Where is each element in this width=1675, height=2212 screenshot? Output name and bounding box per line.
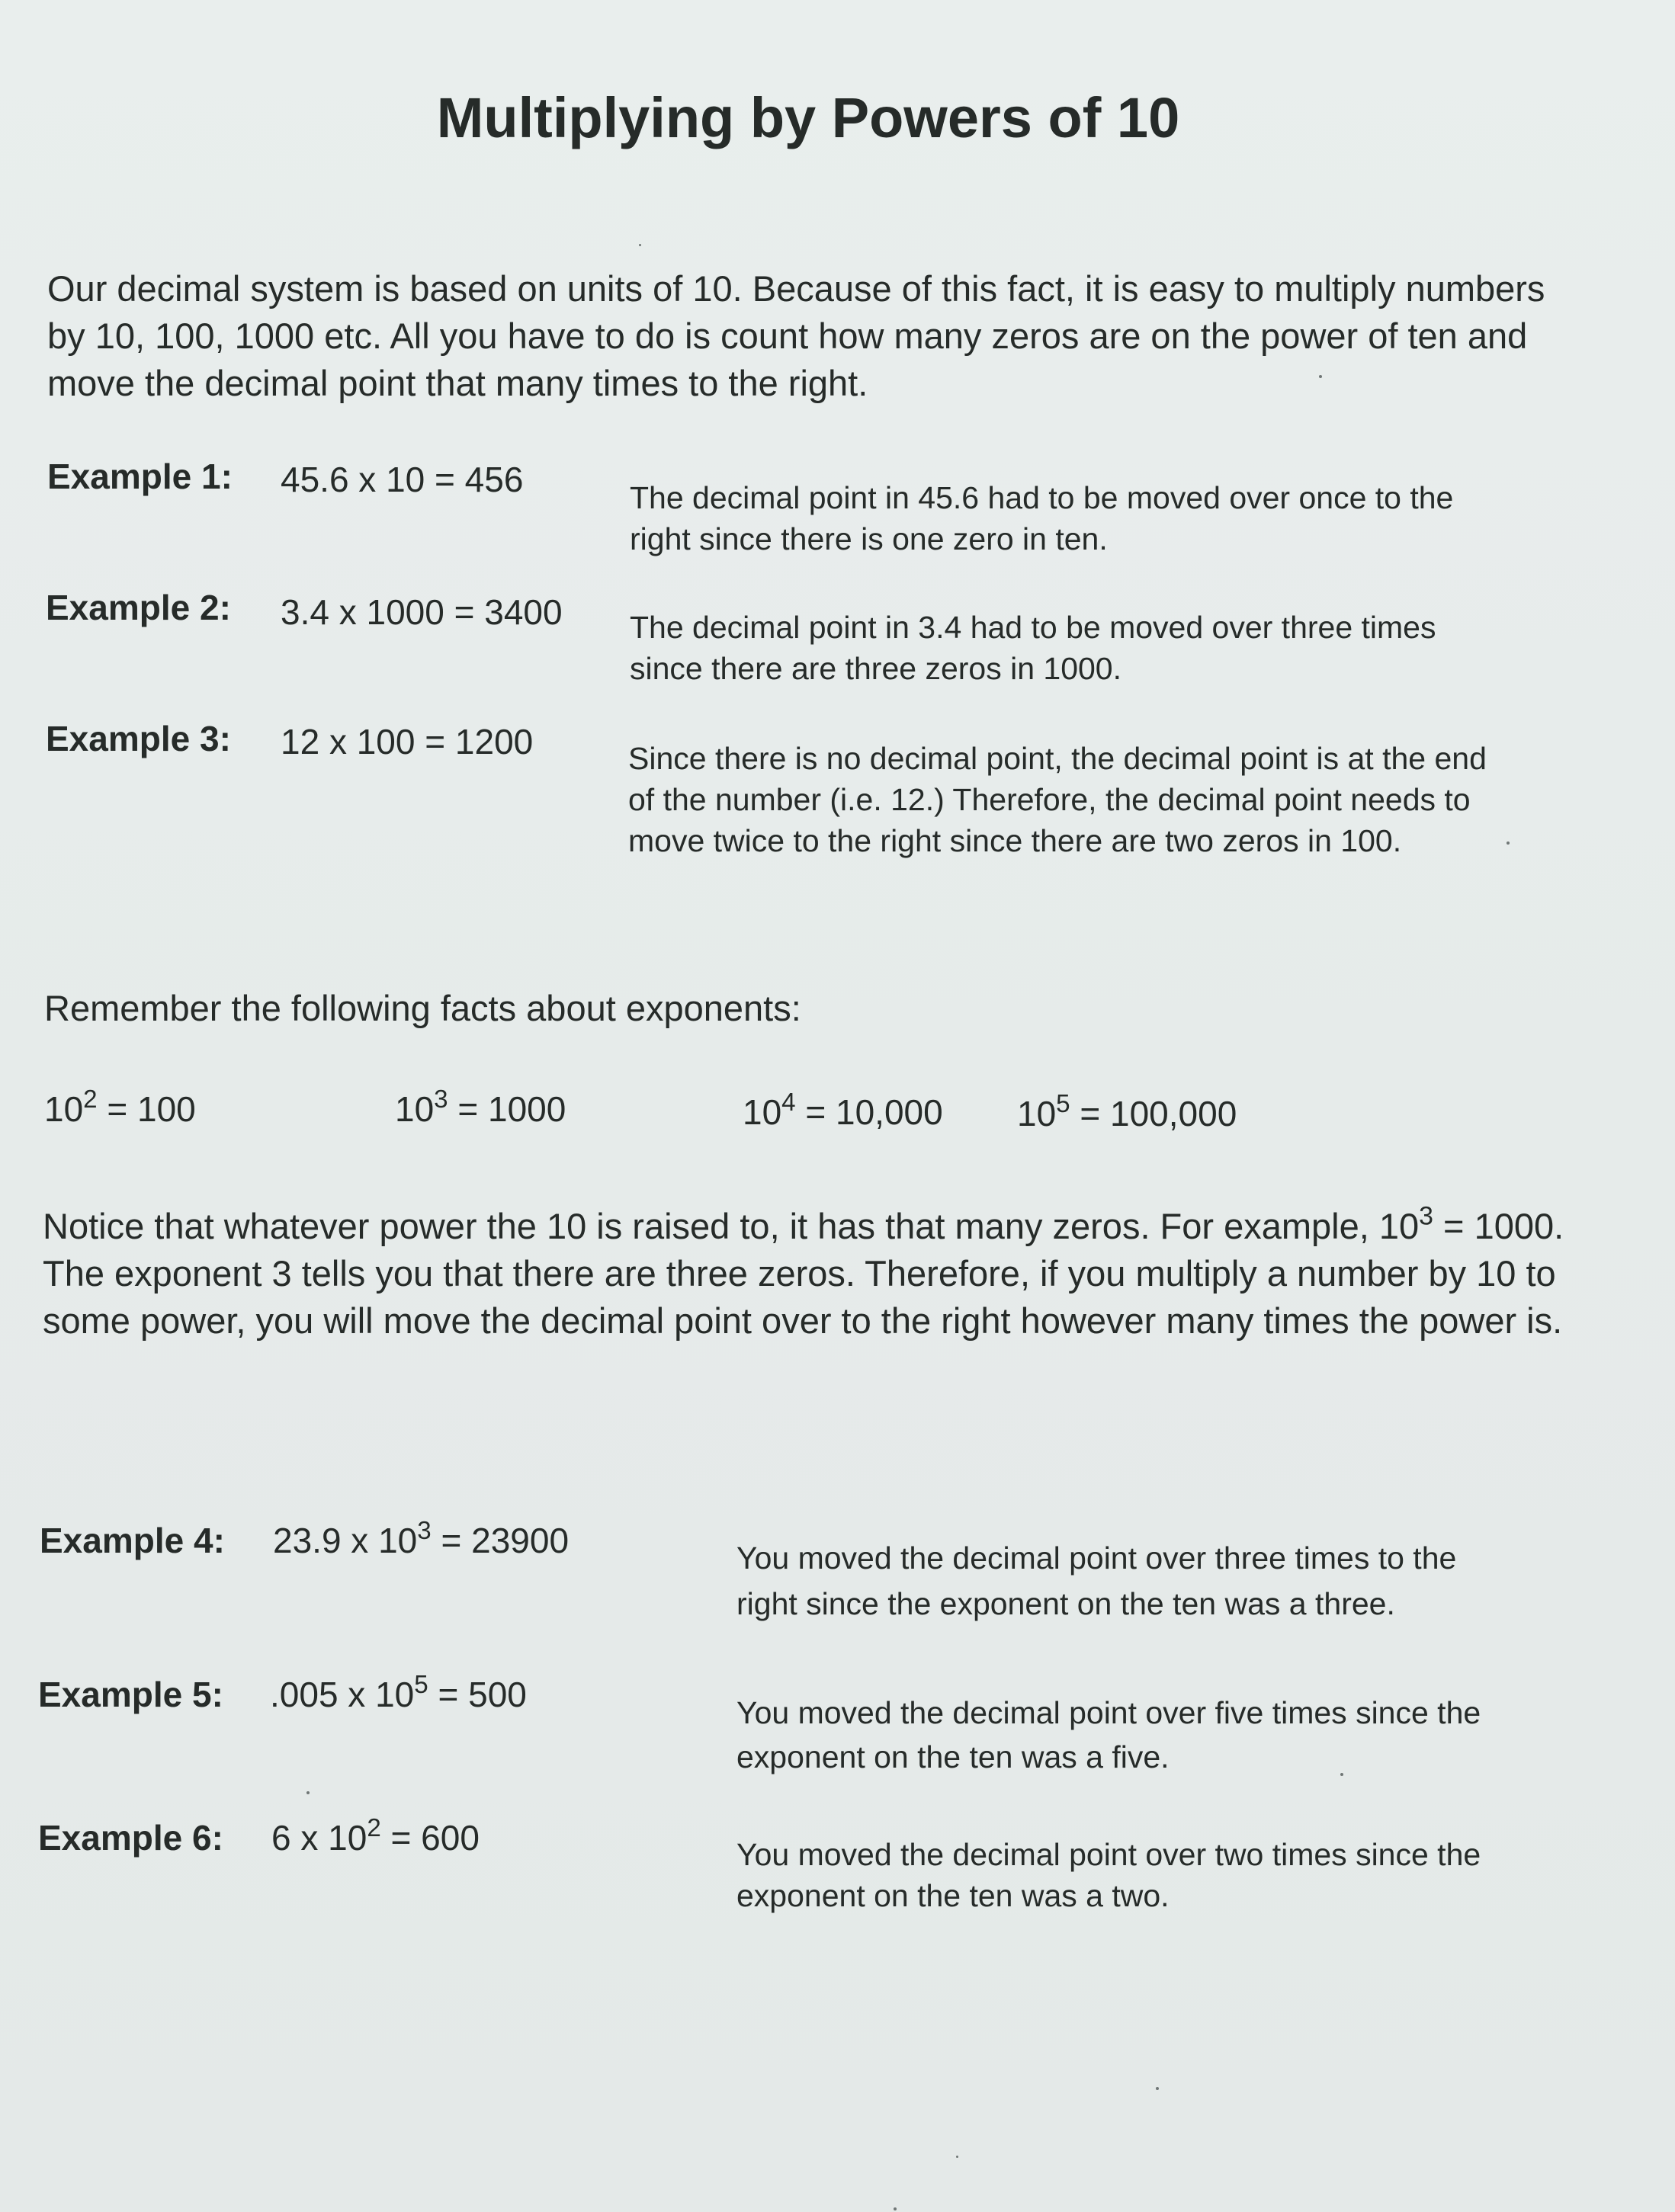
equation-exponent: 3 [417,1516,432,1545]
example-6-label: Example 6: [38,1818,223,1858]
example-5-description: You moved the decimal point over five times since the exponent on the ten was a five. [736,1695,1481,1774]
scan-speck [1319,375,1322,378]
fact-base: 10 [395,1089,435,1129]
notice-rest: = 1000. The exponent 3 tells you that there are three zeros. Therefore, if you multiply a number by 10 to some power, you will move the decimal point over to the right however many times the power is. [43,1206,1564,1341]
scan-speck [956,2156,958,2158]
fact-result: = 1000 [448,1089,566,1129]
fact-exponent: 4 [781,1088,796,1117]
example-2-equation: 3.4 x 1000 = 3400 [281,592,563,632]
example-4-equation [273,1516,570,1561]
example-3-description: Since there is no decimal point, the decimal point is at the end of the number (i.e. 12.) Therefore, the decimal point needs to move twice to the right since there are two zeros in 100. [628,741,1487,858]
fact-exponent: 5 [1056,1089,1070,1118]
fact-result: = 10,000 [795,1092,943,1132]
scan-speck [306,1791,310,1794]
example-5-label: Example 5: [38,1675,223,1714]
example-2-label: Example 2: [46,588,231,627]
example-1-description: The decimal point in 45.6 had to be moved over once to the right since there is one zero in ten. [630,480,1454,556]
notice-exponent: 3 [1419,1201,1433,1231]
fact-base: 10 [743,1092,782,1132]
fact-10-fourth [743,1088,943,1133]
example-4-description: You moved the decimal point over three times to the right since the exponent on the ten was a three. [736,1540,1457,1621]
example-5-equation [270,1670,527,1715]
fact-base: 10 [44,1089,84,1129]
fact-10-cubed [395,1085,566,1130]
equation-base: .005 x 10 [270,1675,415,1714]
fact-10-fifth [1017,1089,1237,1134]
fact-result: = 100 [97,1089,196,1129]
scan-speck [1340,1773,1343,1776]
equation-result: = 600 [380,1818,480,1858]
equation-base: 23.9 x 10 [273,1521,418,1560]
remember-heading: Remember the following facts about exponents: [44,988,801,1028]
equation-result: = 23900 [431,1521,570,1560]
example-6-description: You moved the decimal point over two times since the exponent on the ten was a two. [736,1837,1481,1913]
scan-speck [1156,2087,1159,2090]
fact-base: 10 [1017,1094,1057,1133]
intro-paragraph: Our decimal system is based on units of 10. Because of this fact, it is easy to multiply numbers by 10, 100, 1000 etc. All you have to do is count how many zeros are on the power of ten and move the decimal point that many times to the right. [47,268,1545,403]
fact-exponent: 3 [434,1085,448,1114]
example-1-equation: 45.6 x 10 = 456 [281,460,524,499]
example-4-label: Example 4: [40,1521,225,1560]
notice-line-1: Notice that whatever power the 10 is raised to, it has that many zeros. For example, [43,1206,1369,1246]
equation-exponent: 2 [367,1813,381,1842]
example-3-equation: 12 x 100 = 1200 [281,722,534,761]
page-title: Multiplying by Powers of 10 [436,86,1180,149]
equation-result: = 500 [428,1675,527,1714]
scan-speck [1507,842,1510,845]
example-1-label: Example 1: [47,457,233,496]
notice-paragraph [43,1203,1575,1345]
equation-base: 6 x 10 [271,1818,367,1858]
notice-base: 10 [1378,1206,1420,1246]
example-2-description: The decimal point in 3.4 had to be moved over three times since there are three zeros in 1000. [630,610,1436,686]
fact-10-squared [44,1085,196,1130]
equation-exponent: 5 [414,1670,428,1699]
example-6-equation [271,1813,480,1858]
scan-speck [639,244,641,246]
fact-exponent: 2 [83,1085,98,1114]
scan-speck [894,2207,897,2210]
example-3-label: Example 3: [46,719,231,758]
fact-result: = 100,000 [1070,1094,1237,1133]
